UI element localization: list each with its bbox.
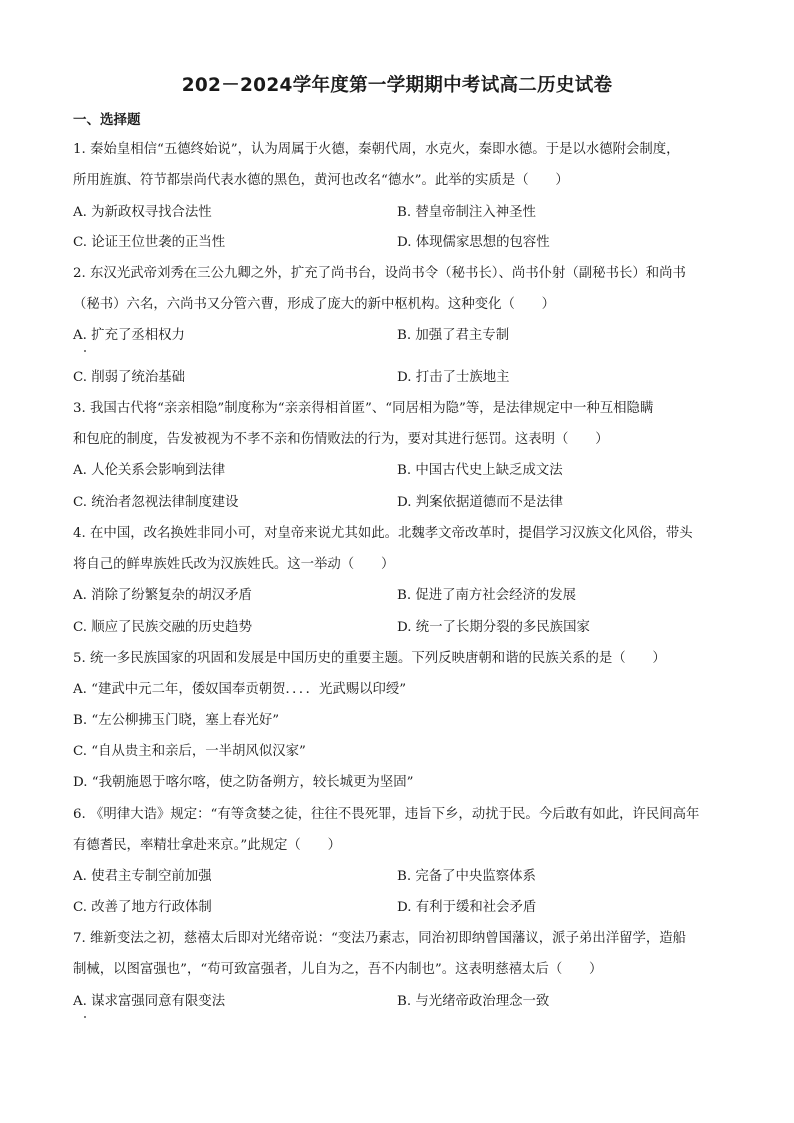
question-4-option-c: C. 顺应了民族交融的历史趋势: [73, 620, 252, 635]
question-3-line-2: 和包庇的制度，告发被视为不孝不亲和伤情败法的行为，要对其进行惩罚。这表明（ ）: [73, 432, 609, 447]
question-1-option-c: C. 论证王位世袭的正当性: [73, 235, 226, 250]
question-4-line-2: 将自己的鲜卑族姓氏改为汉族姓氏。这一举动（ ）: [73, 557, 395, 572]
scan-dot: [84, 350, 86, 352]
question-1-line-1: 1. 秦始皇相信“五德终始说”，认为周属于火德，秦朝代周，水克火，秦即水德。于是以水德附会制度，: [73, 142, 680, 157]
question-3-option-b: B. 中国古代史上缺乏成文法: [397, 463, 563, 478]
question-5-option-c: C. “自从贵主和亲后，一半胡风似汉家”: [73, 744, 306, 759]
scan-dot: [84, 1016, 86, 1018]
question-3-option-a: A. 人伦关系会影响到法律: [73, 463, 226, 478]
question-5-option-d: D. “我朝施恩于喀尔喀，使之防备朔方，较长城更为坚固”: [73, 775, 414, 790]
question-7-line-2: 制械，以图富强也”，“苟可致富强者，儿自为之，吾不内制也”。这表明慈禧太后（ ）: [73, 962, 603, 977]
question-7-option-b: B. 与光绪帝政治理念一致: [397, 994, 550, 1009]
question-6-option-c: C. 改善了地方行政体制: [73, 900, 212, 915]
question-7-option-a: A. 谋求富强同意有限变法: [73, 994, 226, 1009]
question-2-option-a: A. 扩充了丞相权力: [73, 328, 185, 343]
question-3-line-1: 3. 我国古代将“亲亲相隐”制度称为“亲亲得相首匿”、“同居相为隐”等，是法律规定中一种互相隐瞒: [73, 401, 654, 416]
question-2-option-b: B. 加强了君主专制: [397, 328, 510, 343]
question-1-line-2: 所用旌旗、符节都崇尚代表水德的黑色，黄河也改名“德水”。此举的实质是（ ）: [73, 173, 569, 188]
question-4-option-b: B. 促进了南方社会经济的发展: [397, 588, 577, 603]
question-6-line-1: 6. 《明律大诰》规定：“有等贪婪之徒，往往不畏死罪，违旨下乡，动扰于民。今后敢有如此，许民间高年: [73, 807, 700, 822]
question-6-option-d: D. 有利于缓和社会矛盾: [397, 900, 537, 915]
question-5-line-1: 5. 统一多民族国家的巩固和发展是中国历史的重要主题。下列反映唐朝和谐的民族关系的是（ ）: [73, 651, 666, 666]
question-5-option-b: B. “左公柳拂玉门晓，塞上春光好”: [73, 713, 280, 728]
question-6-line-2: 有德耆民，率精壮拿赴来京。”此规定（ ）: [73, 838, 341, 853]
question-2-option-d: D. 打击了士族地主: [397, 370, 510, 385]
page-title: 202－2024学年度第一学期期中考试高二历史试卷: [181, 75, 613, 96]
question-5-option-a: A. “建武中元二年，倭奴国奉贡朝贺．．．．光武赐以印绶”: [73, 682, 407, 697]
question-4-option-a: A. 消除了纷繁复杂的胡汉矛盾: [73, 588, 252, 603]
question-2-line-1: 2. 东汉光武帝刘秀在三公九卿之外，扩充了尚书台，设尚书令（秘书长）、尚书仆射（副秘书长）和尚书: [73, 266, 686, 281]
question-1-option-b: B. 替皇帝制注入神圣性: [397, 205, 536, 220]
question-3-option-d: D. 判案依据道德而不是法律: [397, 495, 564, 510]
question-6-option-a: A. 使君主专制空前加强: [73, 869, 212, 884]
section-heading: 一、选择题: [73, 112, 141, 128]
question-1-option-d: D. 体现儒家思想的包容性: [397, 235, 550, 250]
question-3-option-c: C. 统治者忽视法律制度建设: [73, 495, 239, 510]
question-6-option-b: B. 完备了中央监察体系: [397, 869, 536, 884]
question-4-line-1: 4. 在中国，改名换姓非同小可，对皇帝来说尤其如此。北魏孝文帝改革时，提倡学习汉族文化风俗，带头: [73, 526, 693, 541]
question-2-line-2: （秘书）六名，六尚书又分管六曹，形成了庞大的新中枢机构。这种变化（ ）: [73, 297, 556, 312]
question-7-line-1: 7. 维新变法之初，慈禧太后即对光绪帝说：“变法乃素志，同治初即纳曾国藩议，派子弟出洋留学，造船: [73, 931, 687, 946]
question-2-option-c: C. 削弱了统治基础: [73, 370, 186, 385]
question-4-option-d: D. 统一了长期分裂的多民族国家: [397, 620, 590, 635]
question-1-option-a: A. 为新政权寻找合法性: [73, 205, 212, 220]
